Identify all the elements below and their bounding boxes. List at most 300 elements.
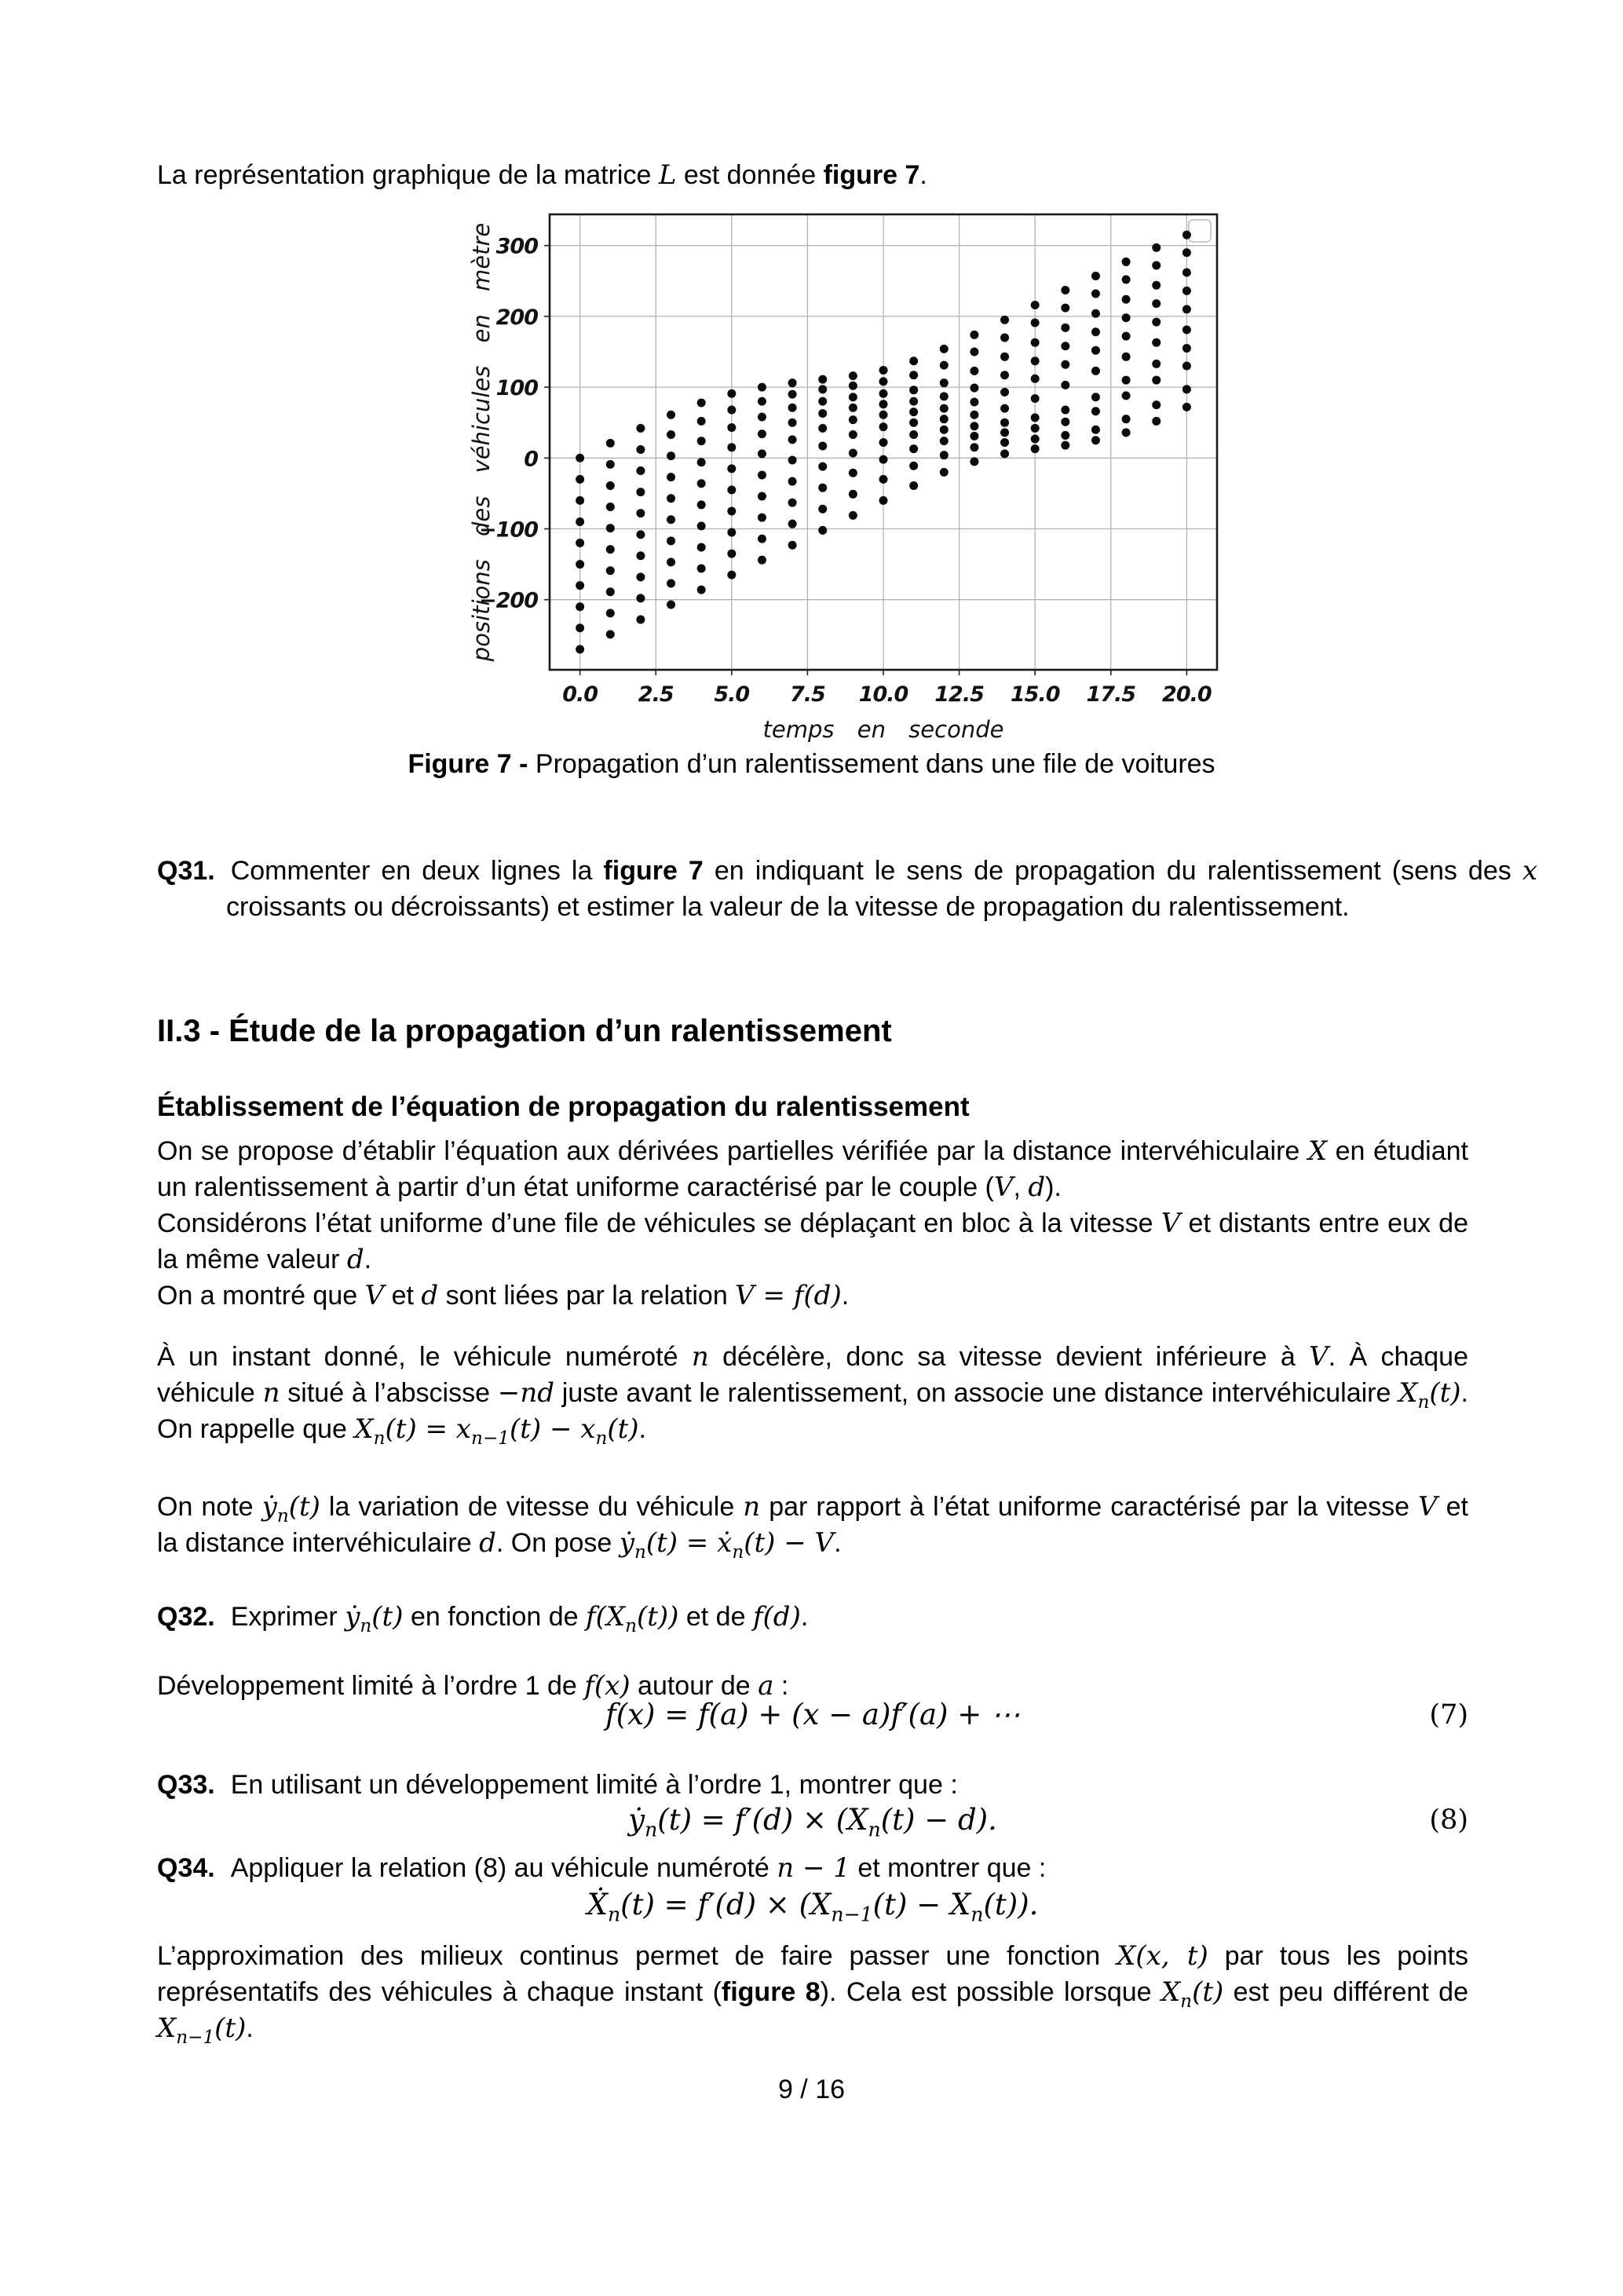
text-segment: n xyxy=(373,1428,386,1449)
data-point xyxy=(849,430,857,439)
paragraph-instant xyxy=(157,1339,1468,1447)
text-segment: d xyxy=(479,1527,496,1559)
section-heading: II.3 - Étude de la propagation d’un ralentissement xyxy=(157,1014,892,1049)
text-segment: V xyxy=(364,1280,385,1311)
data-point xyxy=(606,503,615,511)
data-point xyxy=(1061,360,1069,369)
question-q32 xyxy=(157,1599,1537,1635)
data-point xyxy=(727,389,736,398)
text-segment: f(x) xyxy=(584,1670,631,1702)
data-point xyxy=(1061,381,1069,389)
text-segment: . On rappelle que xyxy=(157,1378,1468,1444)
text-segment: On se propose d’établir l’équation aux dérivées partielles vérifiée par la distance intervéhiculaire xyxy=(157,1136,1308,1166)
text-segment: f(d) xyxy=(752,1601,801,1632)
data-point xyxy=(1152,281,1161,290)
x-axis-label: temps en seconde xyxy=(762,716,1004,743)
data-point xyxy=(1122,391,1131,400)
text-segment: croissants ou décroissants) et estimer la valeur de la vitesse de propagation du ralentissement. xyxy=(226,892,1350,922)
data-point xyxy=(818,409,827,418)
data-point xyxy=(818,385,827,393)
data-point xyxy=(818,462,827,471)
data-point xyxy=(697,398,706,407)
data-point xyxy=(727,423,736,432)
data-point xyxy=(636,551,645,560)
data-point xyxy=(576,517,584,526)
text-segment: n xyxy=(868,1818,881,1841)
data-point xyxy=(1152,417,1161,426)
paragraph-propose xyxy=(157,1133,1468,1205)
data-point xyxy=(909,419,918,427)
data-point xyxy=(1031,424,1040,433)
data-point xyxy=(667,473,675,481)
data-point xyxy=(849,448,857,457)
text-segment: la variation de vitesse du véhicule xyxy=(320,1492,744,1522)
text-segment: n xyxy=(1180,1991,1193,2012)
data-point xyxy=(788,499,797,507)
text-segment: (t) xyxy=(607,1413,639,1445)
data-point xyxy=(849,393,857,401)
text-segment: est peu différent de xyxy=(1223,1977,1468,2007)
data-point xyxy=(576,475,584,484)
data-point xyxy=(1152,299,1161,308)
data-point xyxy=(1091,290,1100,298)
x-tick-label: 2.5 xyxy=(638,682,674,707)
text-segment: n xyxy=(595,1428,608,1449)
data-point xyxy=(576,560,584,569)
data-point xyxy=(1061,418,1069,426)
text-segment: n xyxy=(625,1615,637,1636)
data-point xyxy=(818,526,827,535)
data-point xyxy=(788,378,797,387)
data-point xyxy=(1183,248,1191,257)
text-segment: Développement limité à l’ordre 1 de xyxy=(157,1671,585,1701)
data-point xyxy=(849,490,857,499)
data-point xyxy=(1000,438,1009,447)
data-point xyxy=(1183,287,1191,295)
data-point xyxy=(849,404,857,412)
text-segment: Propagation d’un ralentissement dans une file de voitures xyxy=(535,749,1215,779)
text-segment: X xyxy=(1398,1377,1418,1409)
text-segment: −nd xyxy=(497,1377,554,1409)
data-point xyxy=(849,382,857,390)
data-point xyxy=(849,415,857,424)
data-point xyxy=(727,506,736,515)
data-point xyxy=(758,535,766,543)
data-point xyxy=(576,496,584,505)
data-point xyxy=(1031,356,1040,365)
data-point xyxy=(909,397,918,406)
text-segment: ẏ xyxy=(345,1601,360,1632)
data-point xyxy=(1091,426,1100,434)
data-point xyxy=(909,430,918,439)
data-point xyxy=(1091,407,1100,415)
figure7-caption xyxy=(0,746,1623,782)
text-segment: x xyxy=(1522,855,1537,887)
data-point xyxy=(697,521,706,530)
data-point xyxy=(879,496,888,505)
text-segment: n xyxy=(262,1377,280,1409)
text-segment: sont liées par la relation xyxy=(438,1281,736,1311)
data-point xyxy=(788,520,797,528)
text-segment: . xyxy=(246,2013,254,2043)
data-point xyxy=(606,566,615,575)
data-point xyxy=(727,550,736,558)
data-point xyxy=(1061,286,1069,294)
data-point xyxy=(1122,415,1131,423)
data-point xyxy=(1183,403,1191,411)
text-segment: . xyxy=(919,160,927,190)
text-segment: (t) = x xyxy=(385,1413,471,1445)
data-point xyxy=(788,435,797,444)
equation-q34-body xyxy=(587,1888,1039,1926)
data-point xyxy=(636,488,645,496)
data-point xyxy=(1031,394,1040,403)
data-point xyxy=(727,571,736,579)
data-point xyxy=(879,389,888,398)
data-point xyxy=(697,479,706,488)
text-segment: (t) xyxy=(371,1601,404,1632)
question-q31 xyxy=(157,853,1537,925)
text-segment: n − 1 xyxy=(777,1852,850,1884)
data-point xyxy=(758,383,766,392)
text-segment: La représentation graphique de la matrice xyxy=(157,160,659,190)
data-point xyxy=(940,451,949,459)
data-point xyxy=(1000,353,1009,361)
data-point xyxy=(818,484,827,492)
data-point xyxy=(1122,258,1131,266)
data-point xyxy=(576,454,584,462)
data-point xyxy=(970,367,978,375)
data-point xyxy=(1000,333,1009,342)
data-point xyxy=(1183,305,1191,313)
text-segment: f(X xyxy=(586,1601,626,1632)
text-segment: autour de xyxy=(630,1671,758,1701)
data-point xyxy=(636,615,645,623)
data-point xyxy=(849,371,857,380)
data-point xyxy=(788,541,797,550)
text-segment: n−1 xyxy=(471,1428,510,1449)
data-point xyxy=(1061,304,1069,313)
data-point xyxy=(606,545,615,554)
figure7 xyxy=(459,206,1237,751)
data-point xyxy=(727,528,736,537)
data-point xyxy=(1091,346,1100,355)
equation-q34 xyxy=(157,1885,1468,1925)
data-point xyxy=(667,494,675,503)
text-segment: d xyxy=(1028,1172,1046,1203)
data-point xyxy=(1122,353,1131,361)
data-point xyxy=(697,543,706,551)
data-point xyxy=(636,572,645,581)
data-point xyxy=(879,438,888,447)
legend-box xyxy=(1189,220,1211,242)
text-segment: . xyxy=(364,1245,372,1274)
question-q32-label: Q32. xyxy=(157,1602,215,1632)
question-q33-label: Q33. xyxy=(157,1770,215,1800)
data-point xyxy=(1031,319,1040,327)
data-point xyxy=(1031,434,1040,443)
data-point xyxy=(1000,449,1009,458)
data-point xyxy=(697,500,706,509)
data-point xyxy=(818,441,827,450)
data-point xyxy=(849,469,857,477)
text-segment: f(x) = f(a) + (x − a)f′(a) + ⋯ xyxy=(605,1698,1020,1731)
data-point xyxy=(970,422,978,430)
question-q33 xyxy=(157,1767,1537,1803)
figure7-scatter-chart xyxy=(459,206,1237,751)
data-point xyxy=(1000,316,1009,324)
data-point xyxy=(909,386,918,394)
text-segment: V = f(d) xyxy=(735,1280,842,1311)
text-segment: n xyxy=(743,1491,761,1523)
text-segment: n xyxy=(1417,1391,1430,1413)
data-point xyxy=(1152,318,1161,327)
text-segment: Appliquer la relation (8) au véhicule numéroté xyxy=(230,1853,777,1883)
text-segment: On a montré que xyxy=(157,1281,365,1311)
text-segment: : xyxy=(773,1671,789,1701)
question-q31-label: Q31. xyxy=(157,856,215,886)
data-point xyxy=(1122,428,1131,437)
data-point xyxy=(1091,327,1100,336)
data-point xyxy=(636,594,645,602)
data-point xyxy=(879,377,888,386)
paragraph-approximation xyxy=(157,1938,1468,2046)
data-point xyxy=(636,509,645,517)
text-segment: juste avant le ralentissement, on associe une distance intervéhiculaire xyxy=(554,1378,1399,1408)
text-segment: n xyxy=(276,1505,289,1526)
data-point xyxy=(1183,362,1191,371)
text-segment: en fonction de xyxy=(403,1602,587,1632)
text-segment: L’approximation des milieux continus permet de faire passer une fonction xyxy=(157,1941,1117,1971)
data-point xyxy=(1091,436,1100,444)
data-point xyxy=(940,378,949,387)
data-point xyxy=(576,539,584,547)
data-point xyxy=(727,464,736,473)
data-point xyxy=(909,444,918,453)
y-tick-label: 100 xyxy=(495,376,538,401)
data-point xyxy=(667,452,675,460)
data-point xyxy=(667,411,675,419)
data-point xyxy=(727,485,736,494)
text-segment: Exprimer xyxy=(230,1602,345,1632)
text-segment: n xyxy=(691,1341,709,1373)
data-point xyxy=(879,411,888,419)
data-point xyxy=(667,536,675,545)
question-q31-body xyxy=(226,856,1537,922)
data-point xyxy=(788,477,797,486)
x-tick-label: 10.0 xyxy=(858,682,908,707)
intro-paragraph xyxy=(157,157,1468,193)
text-segment: Figure 7 - xyxy=(408,749,536,779)
text-segment: en indiquant le sens de propagation du ralentissement (sens des xyxy=(703,856,1522,886)
x-tick-label: 15.0 xyxy=(1010,682,1060,707)
text-segment: X xyxy=(1161,1976,1181,2008)
text-segment: figure 8 xyxy=(721,1977,821,2007)
text-segment: et de xyxy=(678,1602,753,1632)
data-point xyxy=(970,383,978,392)
data-point xyxy=(576,581,584,590)
data-point xyxy=(758,449,766,458)
text-segment: (x, t) xyxy=(1135,1940,1208,1972)
data-point xyxy=(576,602,584,611)
equation-8-number: (8) xyxy=(1429,1804,1468,1836)
data-point xyxy=(940,345,949,353)
data-point xyxy=(940,415,949,423)
data-point xyxy=(1061,441,1069,450)
text-segment: V xyxy=(1161,1208,1181,1239)
text-segment: (t)). xyxy=(983,1888,1039,1921)
paragraph-relation xyxy=(157,1278,1468,1314)
data-point xyxy=(940,426,949,434)
data-point xyxy=(727,443,736,452)
data-point xyxy=(970,347,978,356)
text-segment: . xyxy=(834,1528,842,1558)
text-segment: (t) − d). xyxy=(880,1803,997,1837)
data-point xyxy=(1031,301,1040,309)
text-segment: est donnée xyxy=(676,160,824,190)
text-segment: par tous les points représentatifs des véhicules à chaque instant ( xyxy=(157,1941,1468,2007)
text-segment: en étudiant un ralentissement à partir d’un état uniforme caractérisé par le couple ( xyxy=(157,1136,1468,1202)
data-point xyxy=(1122,313,1131,322)
text-segment: et distants entre eux de la même valeur xyxy=(157,1208,1468,1274)
data-point xyxy=(970,331,978,339)
data-point xyxy=(940,437,949,445)
data-point xyxy=(1091,393,1100,401)
data-point xyxy=(940,468,949,477)
data-point xyxy=(697,586,706,594)
text-segment: (t)) xyxy=(636,1601,679,1632)
data-point xyxy=(909,356,918,365)
question-q33-body xyxy=(231,1770,958,1800)
data-point xyxy=(818,505,827,514)
data-point xyxy=(576,623,584,632)
data-point xyxy=(606,630,615,638)
data-point xyxy=(1152,261,1161,269)
data-point xyxy=(909,371,918,379)
x-tick-label: 5.0 xyxy=(714,682,750,707)
text-segment: n xyxy=(971,1903,984,1926)
data-point xyxy=(970,411,978,419)
text-segment: . xyxy=(638,1414,646,1444)
text-segment: n xyxy=(607,1903,621,1926)
text-segment: . xyxy=(800,1602,809,1632)
text-segment: , xyxy=(1013,1172,1029,1202)
data-point xyxy=(1152,243,1161,252)
data-point xyxy=(636,466,645,475)
data-point xyxy=(1152,338,1161,347)
text-segment: n−1 xyxy=(831,1903,873,1926)
text-segment: n xyxy=(634,1541,646,1563)
data-point xyxy=(818,375,827,384)
data-point xyxy=(879,400,888,408)
text-segment: ẏ xyxy=(619,1527,634,1559)
data-point xyxy=(970,457,978,466)
data-point xyxy=(697,437,706,445)
data-point xyxy=(1061,324,1069,332)
text-segment: V xyxy=(993,1172,1014,1203)
data-point xyxy=(758,514,766,522)
data-point xyxy=(667,601,675,609)
data-point xyxy=(940,404,949,413)
data-point xyxy=(1183,344,1191,353)
data-point xyxy=(1000,419,1009,427)
text-segment: (t) − V xyxy=(744,1527,835,1559)
y-tick-label: 0 xyxy=(524,447,538,472)
x-tick-label: 12.5 xyxy=(934,682,984,707)
text-segment: X xyxy=(157,2013,177,2044)
text-segment: Ẋ xyxy=(587,1888,608,1921)
text-segment: par rapport à l’état uniforme caractérisé par la vitesse xyxy=(760,1492,1419,1522)
data-point xyxy=(1000,404,1009,413)
data-point xyxy=(697,417,706,426)
data-point xyxy=(1122,295,1131,304)
text-segment: En utilisant un développement limité à l’ordre 1, montrer que : xyxy=(230,1770,958,1800)
paragraph-on-note xyxy=(157,1489,1468,1561)
question-q34-body xyxy=(231,1853,1047,1883)
text-segment: ). xyxy=(1045,1172,1062,1202)
data-point xyxy=(1183,385,1191,393)
text-segment: et montrer que : xyxy=(850,1853,1047,1883)
data-point xyxy=(970,443,978,452)
text-segment: X xyxy=(1307,1135,1328,1167)
text-segment: n−1 xyxy=(176,2027,215,2048)
text-segment: (t) = f′(d) × (X xyxy=(657,1803,868,1837)
text-segment: (t) xyxy=(288,1491,320,1523)
data-point xyxy=(1152,376,1161,385)
data-point xyxy=(788,419,797,427)
text-segment: V xyxy=(1309,1341,1329,1373)
text-segment: . xyxy=(841,1281,850,1311)
data-point xyxy=(788,390,797,399)
section-subheading: Établissement de l’équation de propagation du ralentissement xyxy=(157,1091,970,1122)
data-point xyxy=(1061,405,1069,414)
text-segment: X xyxy=(354,1413,374,1445)
text-segment: . On pose xyxy=(495,1528,620,1558)
text-segment: d xyxy=(346,1244,364,1275)
data-point xyxy=(879,422,888,431)
x-tick-label: 7.5 xyxy=(789,682,825,707)
text-segment: et xyxy=(384,1281,422,1311)
data-point xyxy=(758,492,766,501)
data-point xyxy=(606,587,615,596)
data-point xyxy=(1091,309,1100,318)
data-point xyxy=(818,424,827,433)
question-q34 xyxy=(157,1850,1537,1886)
text-segment: V xyxy=(1418,1491,1438,1523)
y-tick-label: −200 xyxy=(479,588,538,613)
data-point xyxy=(606,460,615,469)
data-point xyxy=(606,609,615,617)
data-point xyxy=(727,405,736,414)
text-segment: n xyxy=(732,1541,744,1563)
data-point xyxy=(879,455,888,464)
text-segment: figure 7 xyxy=(823,160,920,190)
data-point xyxy=(1061,431,1069,440)
equation-7 xyxy=(157,1695,1468,1735)
data-point xyxy=(697,458,706,466)
data-point xyxy=(606,524,615,532)
data-point xyxy=(758,397,766,406)
text-segment: On note xyxy=(157,1492,262,1522)
text-segment: (t) − x xyxy=(509,1413,596,1445)
text-segment: et la distance intervéhiculaire xyxy=(157,1492,1468,1558)
data-point xyxy=(606,439,615,448)
data-point xyxy=(667,558,675,566)
text-segment: X xyxy=(1117,1940,1136,1972)
data-point xyxy=(788,456,797,465)
data-point xyxy=(849,511,857,520)
data-point xyxy=(606,481,615,490)
